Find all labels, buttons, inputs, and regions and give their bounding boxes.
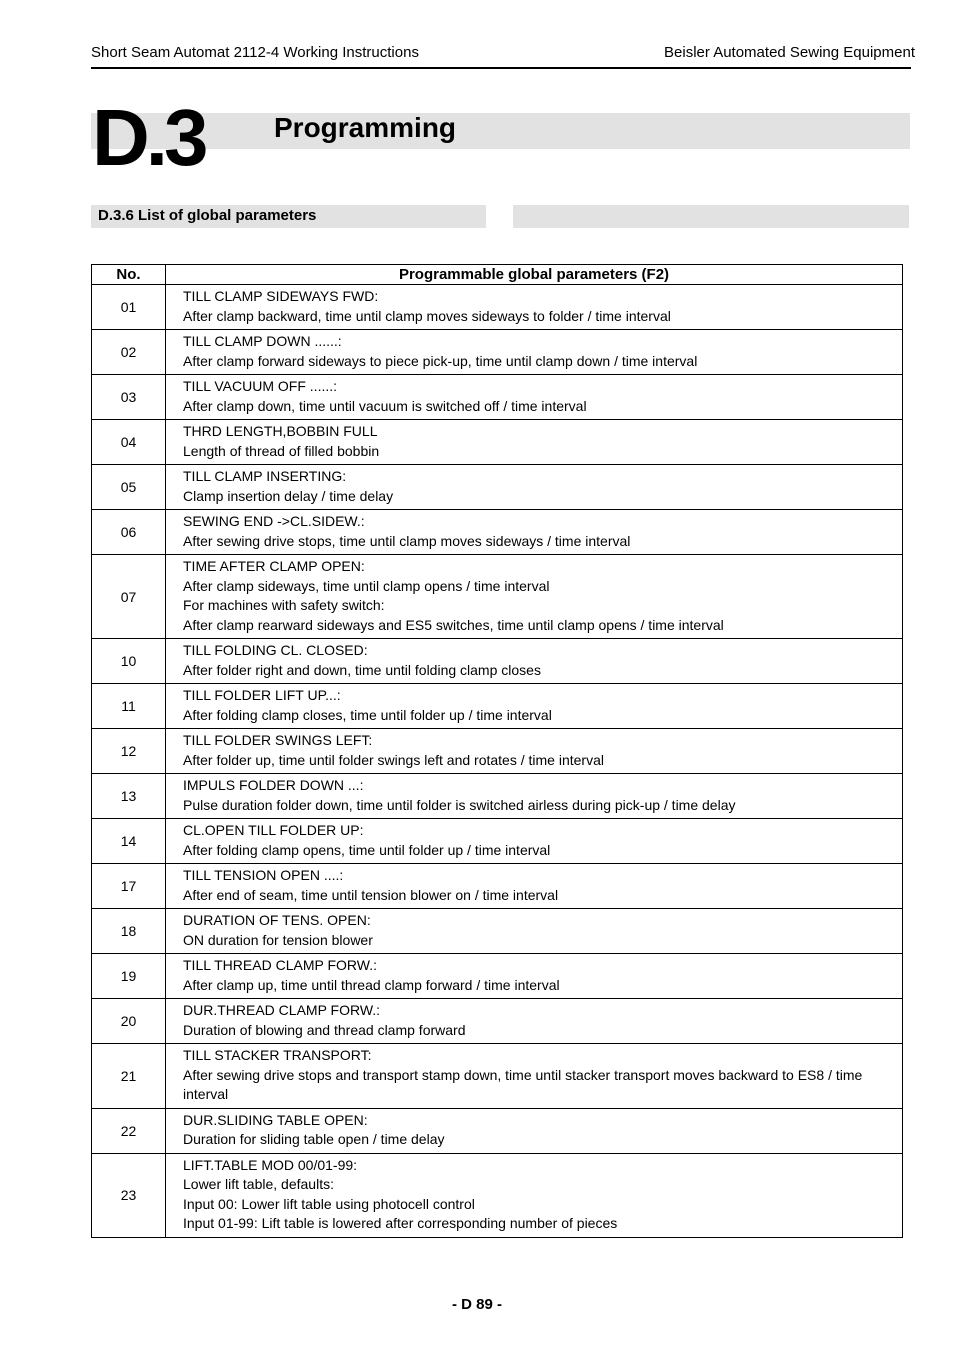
- section-title: D.3.6 List of global parameters: [98, 207, 317, 224]
- parameter-description: [166, 465, 903, 510]
- parameter-name: DUR.SLIDING TABLE OPEN:: [183, 1111, 368, 1128]
- table-row: [92, 510, 903, 555]
- parameter-description: [166, 375, 903, 420]
- parameter-detail: Clamp insertion delay / time delay: [183, 487, 394, 504]
- parameter-number: 22: [92, 1108, 166, 1153]
- table-row: [92, 774, 903, 819]
- table-row: [92, 1153, 903, 1237]
- parameter-name: TILL THREAD CLAMP FORW.:: [183, 957, 377, 973]
- parameter-detail: After end of seam, time until tension blower on / time interval: [183, 886, 559, 903]
- parameter-description: [166, 639, 903, 684]
- parameters-table: [91, 264, 903, 1238]
- chapter-title: Programming: [274, 112, 457, 143]
- parameter-description: [166, 555, 903, 639]
- parameter-number: 10: [92, 639, 166, 684]
- table-row: [92, 864, 903, 909]
- parameter-number: 17: [92, 864, 166, 909]
- parameter-detail: After clamp sideways, time until clamp opens / time interval: [183, 577, 550, 594]
- table-row: [92, 285, 903, 330]
- parameter-number: 13: [92, 774, 166, 819]
- parameter-name: TILL FOLDER SWINGS LEFT:: [183, 732, 373, 748]
- chapter-band: [91, 113, 910, 149]
- table-row: [92, 729, 903, 774]
- parameter-name: TILL CLAMP DOWN ......:: [183, 333, 342, 349]
- parameter-description: [166, 1153, 903, 1237]
- parameter-detail: Duration for sliding table open / time delay: [183, 1131, 445, 1147]
- parameter-number: 12: [92, 729, 166, 774]
- parameter-number: 23: [92, 1153, 166, 1237]
- parameter-description: [166, 909, 903, 954]
- parameter-name: TILL FOLDING CL. CLOSED:: [183, 642, 368, 658]
- parameter-detail: After folder up, time until folder swings left and rotates / time interval: [183, 751, 604, 768]
- parameter-description: [166, 510, 903, 555]
- parameter-description: [166, 999, 903, 1044]
- parameter-description: [166, 819, 903, 864]
- table-row: [92, 420, 903, 465]
- parameter-detail: Pulse duration folder down, time until folder is switched airless during pick-up / time delay: [183, 796, 736, 813]
- parameter-name: TILL CLAMP SIDEWAYS FWD:: [183, 288, 379, 304]
- parameter-detail: For machines with safety switch:: [183, 597, 385, 613]
- page-header: [91, 42, 915, 68]
- parameter-name: LIFT.TABLE MOD 00/01-99:: [183, 1156, 358, 1173]
- parameter-detail: After clamp backward, time until clamp moves sideways to folder / time interval: [183, 307, 671, 324]
- parameter-number: 19: [92, 954, 166, 999]
- parameter-detail: After folder right and down, time until folding clamp closes: [183, 661, 541, 678]
- parameter-number: 01: [92, 285, 166, 330]
- parameter-detail: Duration of blowing and thread clamp forward: [183, 1021, 466, 1038]
- parameter-number: 18: [92, 909, 166, 954]
- parameter-name: TILL FOLDER LIFT UP...:: [183, 687, 341, 703]
- parameter-description: [166, 864, 903, 909]
- parameter-number: 20: [92, 999, 166, 1044]
- chapter-number: D.3: [92, 93, 205, 182]
- table-row: [92, 555, 903, 639]
- parameter-number: 06: [92, 510, 166, 555]
- parameter-detail: After clamp down, time until vacuum is switched off / time interval: [183, 397, 587, 414]
- parameter-name: IMPULS FOLDER DOWN ...:: [183, 777, 364, 793]
- table-body: [92, 285, 903, 1238]
- table-row: [92, 465, 903, 510]
- header-rule: [91, 67, 911, 69]
- parameter-name: TILL CLAMP INSERTING:: [183, 468, 347, 484]
- parameter-number: 03: [92, 375, 166, 420]
- parameter-name: DUR.THREAD CLAMP FORW.:: [183, 1002, 381, 1018]
- page-number: - D 89 -: [451, 1296, 502, 1313]
- section-band-right: [513, 205, 909, 228]
- table-row: [92, 1044, 903, 1109]
- header-company: Beisler Automated Sewing Equipment: [664, 44, 915, 61]
- parameter-name: TILL STACKER TRANSPORT:: [183, 1047, 372, 1063]
- parameter-description: [166, 420, 903, 465]
- parameter-detail: ON duration for tension blower: [183, 931, 373, 948]
- parameter-number: 14: [92, 819, 166, 864]
- parameter-name: TIME AFTER CLAMP OPEN:: [183, 558, 365, 574]
- parameter-detail: After folding clamp opens, time until folder up / time interval: [183, 841, 551, 858]
- parameter-description: [166, 774, 903, 819]
- parameter-name: THRD LENGTH,BOBBIN FULL: [183, 423, 378, 439]
- parameter-number: 04: [92, 420, 166, 465]
- table-row: [92, 1108, 903, 1153]
- header-document-title: Short Seam Automat 2112-4 Working Instructions: [91, 44, 419, 61]
- parameter-detail: After sewing drive stops and transport stamp down, time until stacker transport moves backward to ES8 / time interval: [183, 1066, 863, 1102]
- parameter-number: 11: [92, 684, 166, 729]
- parameter-detail: After clamp up, time until thread clamp forward / time interval: [183, 976, 560, 993]
- parameter-detail: Input 00: Lower lift table using photocell control: [183, 1195, 475, 1212]
- table-row: [92, 330, 903, 375]
- parameter-number: 02: [92, 330, 166, 375]
- table-header-row: [92, 265, 903, 285]
- parameter-number: 21: [92, 1044, 166, 1109]
- table-row: [92, 954, 903, 999]
- parameter-description: [166, 684, 903, 729]
- table-row: [92, 684, 903, 729]
- parameter-detail: After clamp rearward sideways and ES5 switches, time until clamp opens / time interval: [183, 616, 724, 633]
- table-row: [92, 819, 903, 864]
- parameter-name: DURATION OF TENS. OPEN:: [183, 912, 371, 928]
- column-header-parameters: Programmable global parameters (F2): [166, 265, 903, 285]
- table-row: [92, 909, 903, 954]
- column-header-no: No.: [92, 265, 166, 285]
- parameter-name: TILL VACUUM OFF ......:: [183, 378, 338, 394]
- parameter-name: TILL TENSION OPEN ....:: [183, 867, 344, 883]
- parameter-name: SEWING END ->CL.SIDEW.:: [183, 513, 365, 529]
- table-row: [92, 639, 903, 684]
- parameter-detail: After sewing drive stops, time until clamp moves sideways / time interval: [183, 532, 631, 549]
- parameter-description: [166, 1044, 903, 1109]
- parameter-detail: Length of thread of filled bobbin: [183, 442, 380, 459]
- parameter-description: [166, 729, 903, 774]
- parameter-description: [166, 330, 903, 375]
- parameter-name: CL.OPEN TILL FOLDER UP:: [183, 822, 364, 838]
- parameter-detail: After clamp forward sideways to piece pick-up, time until clamp down / time interval: [183, 352, 698, 369]
- parameter-description: [166, 285, 903, 330]
- parameter-description: [166, 1108, 903, 1153]
- parameter-detail: After folding clamp closes, time until folder up / time interval: [183, 706, 552, 723]
- parameter-description: [166, 954, 903, 999]
- parameter-detail: Input 01-99: Lift table is lowered after corresponding number of pieces: [183, 1215, 618, 1231]
- table-row: [92, 375, 903, 420]
- parameter-detail: Lower lift table, defaults:: [183, 1176, 334, 1192]
- table-row: [92, 999, 903, 1044]
- parameter-number: 07: [92, 555, 166, 639]
- parameter-number: 05: [92, 465, 166, 510]
